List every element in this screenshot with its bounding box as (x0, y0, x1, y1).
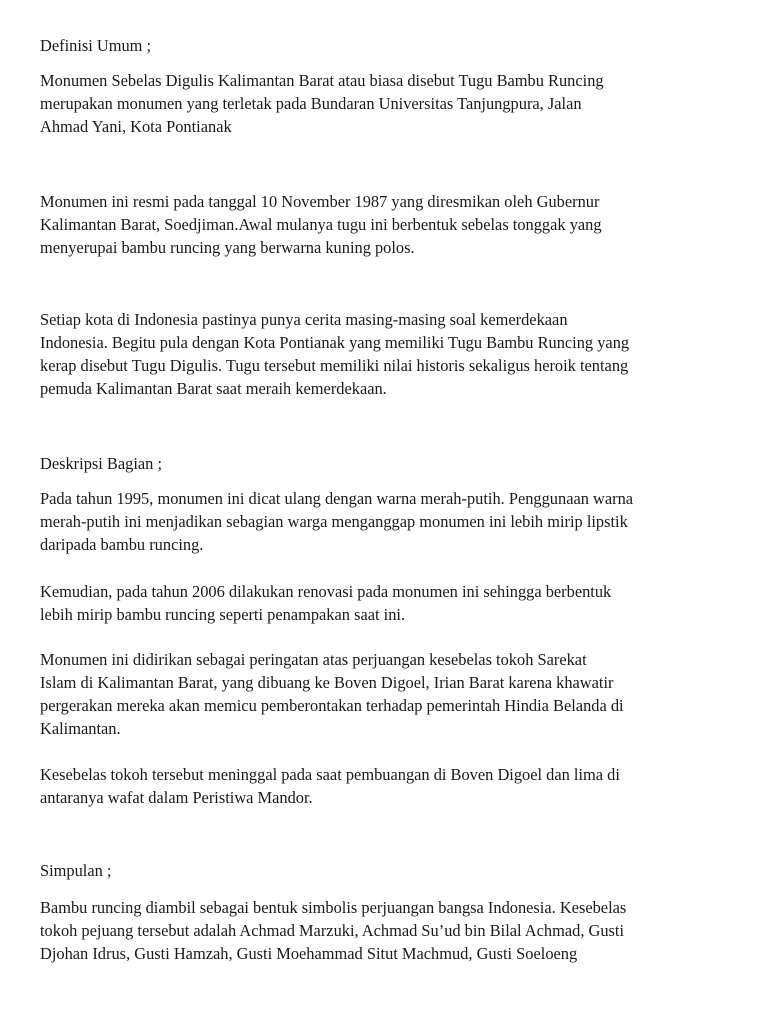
text-line: lebih mirip bambu runcing seperti penampakan saat ini. (40, 605, 406, 624)
text-line: Monumen ini resmi pada tanggal 10 November 1987 yang diresmikan oleh Gubernur (40, 192, 600, 211)
text-line: tokoh pejuang tersebut adalah Achmad Marzuki, Achmad Su’ud bin Bilal Achmad, Gusti (40, 921, 625, 940)
text-line: Kalimantan. (40, 719, 121, 738)
text-line: Indonesia. Begitu pula dengan Kota Pontianak yang memiliki Tugu Bambu Runcing yang (40, 333, 630, 352)
paragraph-simpulan-1 (40, 896, 740, 965)
paragraph-deskripsi-1 (40, 487, 740, 556)
heading-simpulan: Simpulan ; (40, 861, 112, 880)
paragraph-definisi-2 (40, 190, 740, 259)
text-line: Djohan Idrus, Gusti Hamzah, Gusti Moehammad Situt Machmud, Gusti Soeloeng (40, 944, 578, 963)
text-line: Kemudian, pada tahun 2006 dilakukan renovasi pada monumen ini sehingga berbentuk (40, 582, 612, 601)
text-line: Bambu runcing diambil sebagai bentuk simbolis perjuangan bangsa Indonesia. Kesebelas (40, 898, 627, 917)
text-line: merupakan monumen yang terletak pada Bundaran Universitas Tanjungpura, Jalan (40, 94, 582, 113)
text-line: Setiap kota di Indonesia pastinya punya cerita masing-masing soal kemerdekaan (40, 310, 568, 329)
text-line: Kalimantan Barat, Soedjiman.Awal mulanya tugu ini berbentuk sebelas tonggak yang (40, 215, 602, 234)
text-line: Monumen Sebelas Digulis Kalimantan Barat atau biasa disebut Tugu Bambu Runcing (40, 71, 604, 90)
text-line: Pada tahun 1995, monumen ini dicat ulang dengan warna merah-putih. Penggunaan warna (40, 489, 634, 508)
heading-definisi-umum: Definisi Umum ; (40, 36, 152, 55)
paragraph-definisi-1 (40, 69, 740, 138)
text-line: daripada bambu runcing. (40, 535, 204, 554)
text-line: Monumen ini didirikan sebagai peringatan atas perjuangan kesebelas tokoh Sarekat (40, 650, 587, 669)
paragraph-definisi-3 (40, 308, 740, 400)
text-line: menyerupai bambu runcing yang berwarna kuning polos. (40, 238, 415, 257)
text-line: pemuda Kalimantan Barat saat meraih kemerdekaan. (40, 379, 387, 398)
text-line: Ahmad Yani, Kota Pontianak (40, 117, 232, 136)
text-line: antaranya wafat dalam Peristiwa Mandor. (40, 788, 313, 807)
heading-deskripsi-bagian: Deskripsi Bagian ; (40, 454, 163, 473)
text-line: merah-putih ini menjadikan sebagian warga menganggap monumen ini lebih mirip lipstik (40, 512, 628, 531)
text-line: Islam di Kalimantan Barat, yang dibuang ke Boven Digoel, Irian Barat karena khawatir (40, 673, 614, 692)
paragraph-deskripsi-3 (40, 648, 740, 740)
paragraph-deskripsi-2 (40, 580, 740, 626)
paragraph-deskripsi-4 (40, 763, 740, 809)
text-line: pergerakan mereka akan memicu pemberontakan terhadap pemerintah Hindia Belanda di (40, 696, 624, 715)
text-line: kerap disebut Tugu Digulis. Tugu tersebut memiliki nilai historis sekaligus heroik tentang (40, 356, 629, 375)
text-line: Kesebelas tokoh tersebut meninggal pada saat pembuangan di Boven Digoel dan lima di (40, 765, 620, 784)
